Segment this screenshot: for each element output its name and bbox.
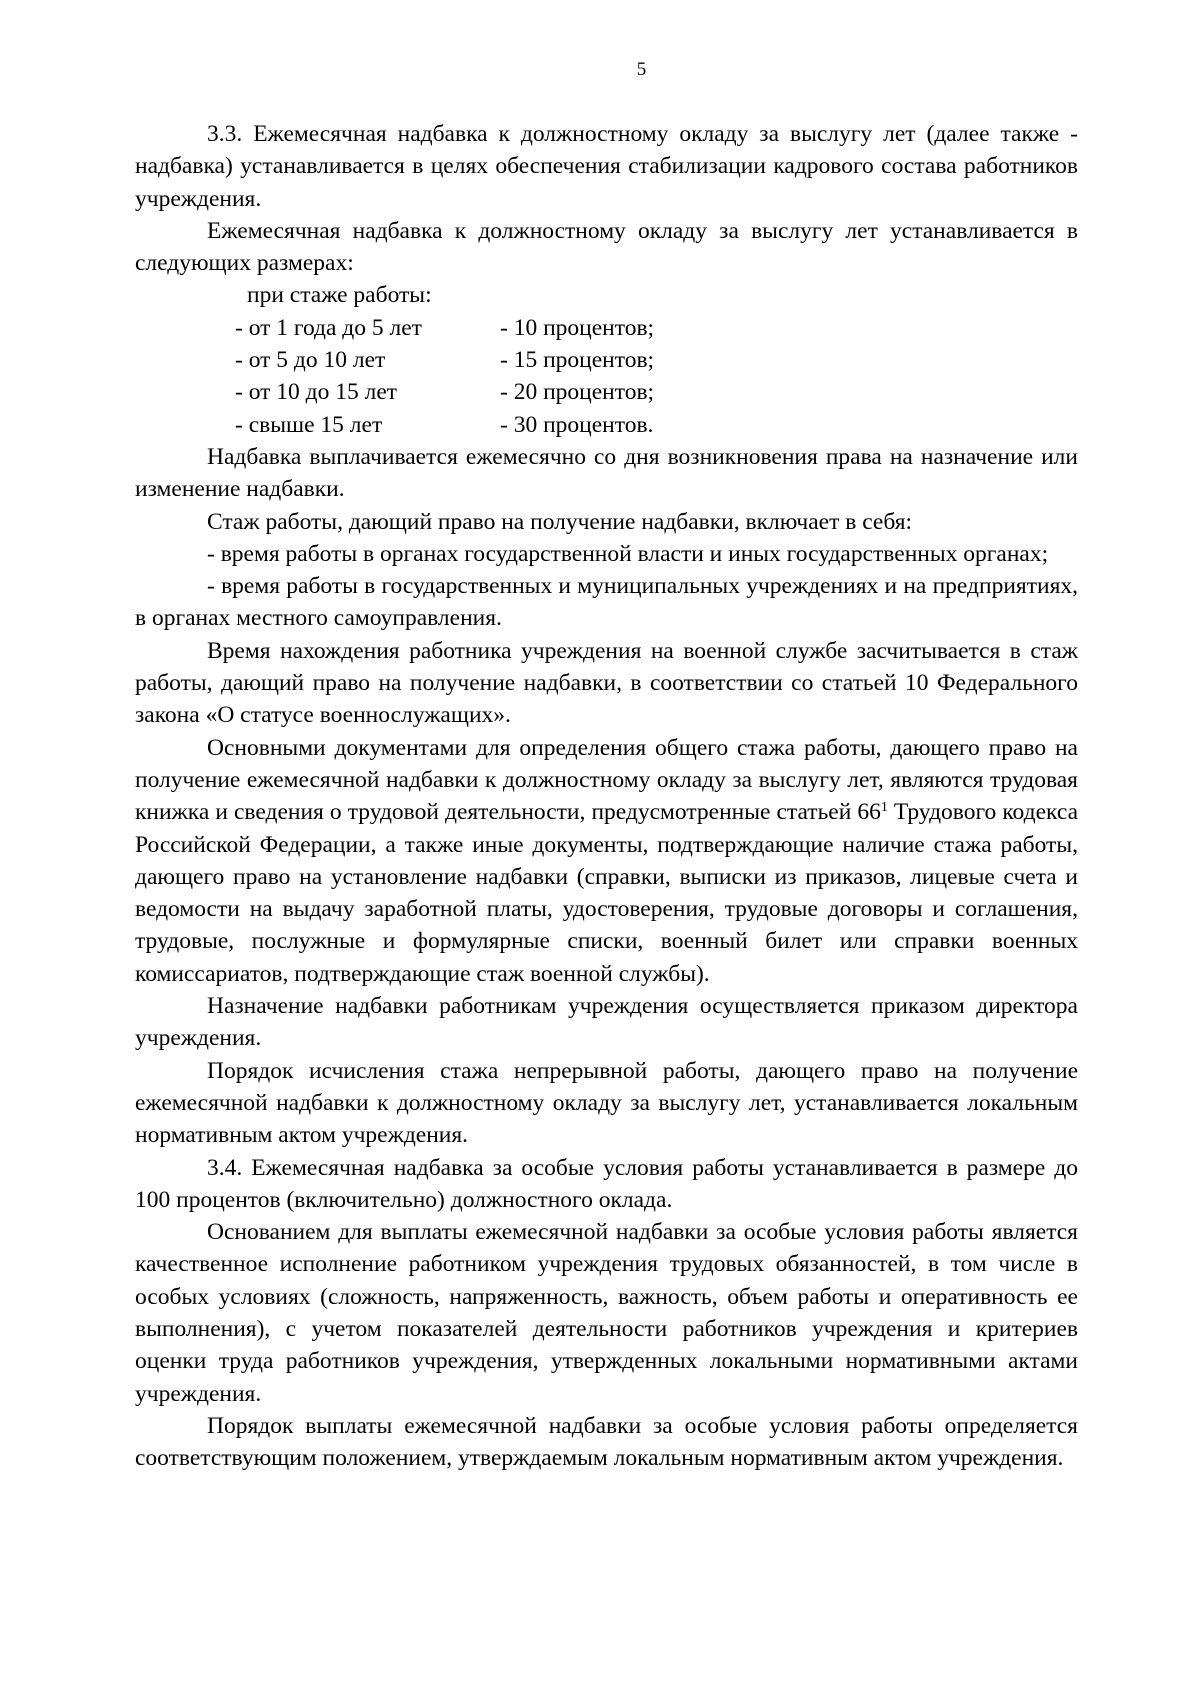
documents-text-after: Трудового кодекса Российской Федерации, а также иные документы, подтверждающие наличие стажа работы, дающего право на установление надбавки (справки, выписки из приказов, лицевые счета и ведомости на выдачу заработной платы, удостоверения, трудовые договоры и соглашения, трудовые, послужные и формулярные списки, военный билет или справки военных комиссариатов, подтверждающие стаж военной службы).: [135, 799, 1078, 987]
paragraph-sizes-intro: Ежемесячная надбавка к должностному окладу за выслугу лет устанавливается в следующих размерах:: [135, 217, 1078, 277]
paragraph-military-service: Время нахождения работника учреждения на военной службе засчитывается в стаж работы, дающий право на получение надбавки, в соответствии со статьей 10 Федерального закона «О статусе военнослужащих».: [135, 637, 1078, 729]
seniority-row: [135, 409, 1078, 441]
paragraph-calculation-order: Порядок исчисления стажа непрерывной работы, дающего право на получение ежемесячной надбавки к должностному окладу за выслугу лет, устанавливается локальным нормативным актом учреждения.: [135, 1057, 1078, 1149]
seniority-period: - от 10 до 15 лет: [235, 379, 398, 406]
paragraph-3-4: 3.4. Ежемесячная надбавка за особые условия работы устанавливается в размере до 100 процентов (включительно) должностного оклада.: [135, 1154, 1078, 1213]
paragraph-seniority-includes: Стаж работы, дающий право на получение надбавки, включает в себя:: [207, 508, 913, 535]
list-item-institutions: - время работы в государственных и муниципальных учреждениях и на предприятиях, в органах местного самоуправления.: [135, 573, 1078, 632]
paragraph-documents: [135, 732, 1078, 990]
seniority-rate: - 20 процентов;: [500, 379, 655, 406]
seniority-table: [135, 279, 1078, 440]
seniority-period: - свыше 15 лет: [235, 411, 383, 438]
seniority-row: [135, 312, 1078, 344]
seniority-rate: - 15 процентов;: [500, 347, 655, 374]
seniority-rate: - 10 процентов;: [500, 314, 655, 341]
paragraph-appointment: Назначение надбавки работникам учреждения осуществляется приказом директора учреждения.: [135, 993, 1078, 1052]
article-superscript: 1: [880, 800, 888, 816]
list-item-state-bodies: - время работы в органах государственной власти и иных государственных органах;: [207, 540, 1049, 567]
seniority-period: - от 1 года до 5 лет: [235, 314, 422, 341]
seniority-rate: - 30 процентов.: [500, 411, 654, 438]
seniority-period: - от 5 до 10 лет: [235, 347, 386, 374]
seniority-table-heading: при стаже работы:: [247, 282, 432, 309]
page-number: 5: [636, 59, 647, 80]
paragraph-basis: Основанием для выплаты ежемесячной надбавки за особые условия работы является качественное исполнение работником учреждения трудовых обязанностей, в том числе в особых условиях (сложность, напряженность, важность, объем работы и оперативность ее выполнения), с учетом показателей деятельности работников учреждения и критериев оценки труда работников учреждения, утвержденных локальными нормативными актами учреждения.: [135, 1219, 1078, 1407]
seniority-row: [135, 376, 1078, 408]
documents-text-before: Основными документами для определения общего стажа работы, дающего право на получение ежемесячной надбавки к должностному окладу за выслугу лет, являются трудовая книжка и сведения о трудовой деятельности, предусмотренные статьей 66: [135, 734, 1078, 826]
seniority-row: [135, 344, 1078, 376]
paragraph-3-3: 3.3. Ежемесячная надбавка к должностному окладу за выслугу лет (далее также - надбавка) устанавливается в целях обеспечения стабилизации кадрового состава работников учреждения.: [135, 121, 1078, 212]
paragraph-payment-timing: Надбавка выплачивается ежемесячно со дня возникновения права на назначение или изменение надбавки.: [135, 443, 1078, 503]
paragraph-payment-order: Порядок выплаты ежемесячной надбавки за особые условия работы определяется соответствующим положением, утверждаемым локальным нормативным актом учреждения.: [135, 1412, 1078, 1472]
